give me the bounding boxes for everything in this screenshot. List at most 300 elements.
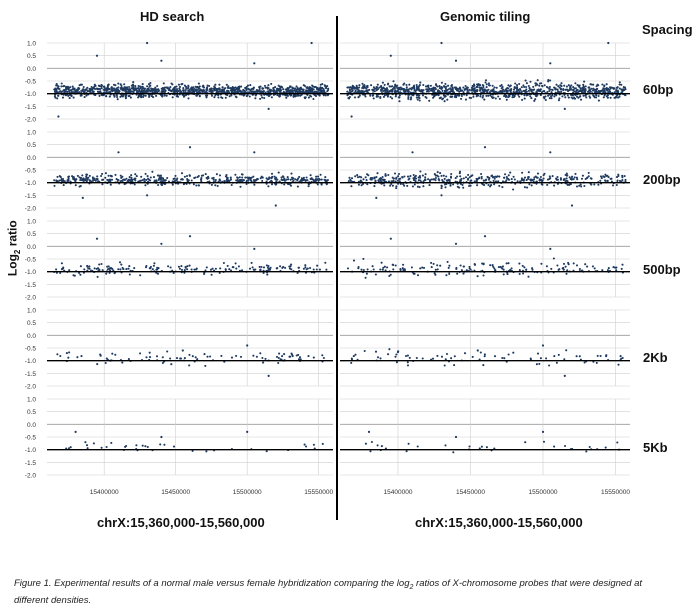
data-point [434,173,436,175]
data-point [460,98,462,100]
data-point [178,266,180,268]
data-point [426,91,428,93]
data-point [394,356,396,358]
data-point-outlier [275,204,277,206]
data-point [202,174,204,176]
data-point [567,94,569,96]
data-point [106,88,108,90]
data-point [267,185,269,187]
data-point [395,187,397,189]
data-point [226,94,228,96]
data-point [261,88,263,90]
data-point [185,267,187,269]
data-point [605,447,607,449]
data-point [579,96,581,98]
data-point [439,87,441,89]
data-point [416,357,418,359]
data-point [56,83,58,85]
data-point [506,262,508,264]
data-point [104,177,106,179]
data-point-outlier [549,62,551,64]
row-label-5kb: 5Kb [643,440,668,455]
data-point [488,179,490,181]
data-point [448,265,450,267]
data-point [478,86,480,88]
data-point [558,97,560,99]
data-point [564,89,566,91]
data-point-outlier [440,194,442,196]
data-point [417,99,419,101]
data-point [615,97,617,99]
data-point [219,174,221,176]
data-point [231,357,233,359]
data-point [247,179,249,181]
data-point [514,87,516,89]
data-point [388,275,390,277]
data-point [514,178,516,180]
data-point [244,90,246,92]
data-point [558,99,560,101]
data-point [262,362,264,364]
data-point [456,273,458,275]
data-point [460,264,462,266]
data-point [518,263,520,265]
data-point [65,87,67,89]
data-point [253,179,255,181]
data-point [86,444,88,446]
data-point [473,89,475,91]
data-point [180,83,182,85]
data-point [579,268,581,270]
data-point [549,88,551,90]
data-point [419,170,421,172]
data-point [158,89,160,91]
data-point [365,176,367,178]
data-point [251,88,253,90]
data-point [417,89,419,91]
data-point [365,277,367,279]
data-point [485,90,487,92]
data-point [193,90,195,92]
data-point [286,94,288,96]
data-point [396,361,398,363]
data-point [439,97,441,99]
data-point [160,175,162,177]
data-point [481,446,483,448]
data-point [237,179,239,181]
data-point [73,97,75,99]
data-point [81,84,83,86]
data-point [142,83,144,85]
y-tick-label: 1.0 [26,396,36,404]
data-point [456,89,458,91]
data-point [67,176,69,178]
data-point [469,176,471,178]
data-point [377,84,379,86]
data-point [199,90,201,92]
y-tick-label: -0.5 [24,78,36,86]
data-point [283,179,285,181]
data-point [463,266,465,268]
data-point [363,269,365,271]
data-point-outlier [368,431,370,433]
data-point [372,94,374,96]
data-point [514,82,516,84]
data-point [541,85,543,87]
data-point [220,355,222,357]
data-point [417,96,419,98]
data-point [397,175,399,177]
data-point [62,97,64,99]
data-point [106,446,108,448]
data-point [72,88,74,90]
data-point [226,180,228,182]
data-point [585,96,587,98]
data-point [616,176,618,178]
data-point [203,86,205,88]
data-point [156,85,158,87]
data-point [211,95,213,97]
data-point [366,179,368,181]
data-point [387,83,389,85]
y-tick-label: -1.0 [24,91,36,99]
data-point [478,177,480,179]
data-point [121,95,123,97]
data-point [96,363,98,365]
data-point [411,266,413,268]
data-point [473,83,475,85]
y-tick-label: -0.5 [24,345,36,353]
data-point [598,95,600,97]
data-point [149,179,151,181]
data-point [531,269,533,271]
data-point [410,98,412,100]
data-point [451,89,453,91]
data-point [377,96,379,98]
data-point [366,183,368,185]
data-point [195,86,197,88]
data-point [556,176,558,178]
data-point-outlier [484,235,486,237]
data-point [134,178,136,180]
data-point [360,269,362,271]
data-point [585,450,587,452]
data-point-outlier [477,349,479,351]
data-point [238,265,240,267]
data-point [428,100,430,102]
data-point [528,171,530,173]
data-point [577,89,579,91]
data-point [436,355,438,357]
data-point [240,356,242,358]
data-point [82,180,84,182]
data-point [607,88,609,90]
data-point [494,355,496,357]
data-point [130,97,132,99]
data-point [439,172,441,174]
data-point [565,273,567,275]
data-point [398,173,400,175]
data-point [193,177,195,179]
data-point [181,172,183,174]
data-point [267,87,269,89]
data-point [105,362,107,364]
data-point [398,178,400,180]
data-point [280,91,282,93]
data-point [214,94,216,96]
data-point [254,97,256,99]
data-point [261,180,263,182]
data-point [97,88,99,90]
data-point [377,88,379,90]
data-point [493,180,495,182]
data-point [492,264,494,266]
data-point [263,90,265,92]
data-point [573,262,575,264]
data-point [261,176,263,178]
data-point [553,257,555,259]
data-point [373,185,375,187]
data-point [123,88,125,90]
data-point [392,80,394,82]
data-point [526,82,528,84]
data-point [175,86,177,88]
data-point [492,88,494,90]
data-point [568,97,570,99]
data-point [408,443,410,445]
data-point [287,176,289,178]
data-point [488,82,490,84]
data-point [421,267,423,269]
data-point [408,84,410,86]
data-point [253,269,255,271]
data-point-outlier [160,436,162,438]
data-point [562,88,564,90]
data-point [358,84,360,86]
y-tick-label: -0.5 [24,167,36,175]
data-point [191,89,193,91]
data-point [317,176,319,178]
data-point [465,99,467,101]
data-point [80,265,82,267]
data-point [423,267,425,269]
data-point [288,356,290,358]
data-point [463,177,465,179]
data-point [588,95,590,97]
data-point [133,267,135,269]
data-point [476,89,478,91]
data-point [117,83,119,85]
data-point [67,180,69,182]
data-point [67,357,69,359]
data-point-outlier [564,108,566,110]
data-point-outlier [117,151,119,153]
data-point [145,173,147,175]
data-point [490,184,492,186]
data-point [466,94,468,96]
data-point [527,276,529,278]
data-point [530,97,532,99]
data-point [93,91,95,93]
data-point [589,83,591,85]
data-point [380,85,382,87]
data-point [519,269,521,271]
data-point [292,177,294,179]
data-point [178,84,180,86]
data-point [203,90,205,92]
data-point [157,184,159,186]
data-point [316,268,318,270]
data-point [606,175,608,177]
data-point [444,364,446,366]
data-point [597,355,599,357]
data-point-outlier [375,197,377,199]
data-point [303,84,305,86]
y-tick-label: -2.0 [24,294,36,302]
data-point [493,96,495,98]
data-point [455,177,457,179]
data-point [128,90,130,92]
data-point [405,355,407,357]
data-point [75,184,77,186]
data-point-outlier [542,431,544,433]
data-point [267,265,269,267]
data-point [460,178,462,180]
data-point [242,174,244,176]
data-point [433,95,435,97]
data-point [214,89,216,91]
data-point [560,85,562,87]
data-point [373,177,375,179]
data-point [143,178,145,180]
data-point [80,185,82,187]
data-point [61,82,63,84]
data-point [148,96,150,98]
data-point [413,88,415,90]
data-point [218,84,220,86]
data-point [163,82,165,84]
data-point [225,174,227,176]
data-point [567,184,569,186]
data-point [152,268,154,270]
data-point [425,97,427,99]
data-point-outlier [268,108,270,110]
data-point [379,357,381,359]
data-point [110,175,112,177]
panel-title-genomic-tiling: Genomic tiling [440,9,531,24]
data-point [100,84,102,86]
data-point [482,85,484,87]
data-point [108,179,110,181]
data-point [381,445,383,447]
data-point [432,178,434,180]
data-point [416,84,418,86]
data-point [588,86,590,88]
y-tick-label: -2.0 [24,383,36,391]
data-point [313,357,315,359]
data-point [348,180,350,182]
data-point [357,96,359,98]
data-point [59,355,61,357]
data-point [138,89,140,91]
data-point [419,99,421,101]
data-point [505,95,507,97]
data-point [575,91,577,93]
data-point [261,97,263,99]
data-point [289,268,291,270]
data-point [523,266,525,268]
data-point [348,177,350,179]
data-point [68,89,70,91]
data-point [273,91,275,93]
data-point [600,355,602,357]
data-point [192,355,194,357]
data-point [356,174,358,176]
data-point [524,177,526,179]
data-point [316,265,318,267]
data-point [74,275,76,277]
data-point [196,358,198,360]
data-point [315,95,317,97]
data-point [81,174,83,176]
data-point [266,177,268,179]
data-point [544,84,546,86]
data-point [168,88,170,90]
data-point [535,84,537,86]
data-point [513,89,515,91]
data-point [127,268,129,270]
data-point [170,363,172,365]
data-point [137,96,139,98]
data-point [84,89,86,91]
data-point [518,83,520,85]
row-label-2kb: 2Kb [643,350,668,365]
y-tick-label: 1.0 [26,129,36,137]
data-point [200,179,202,181]
data-point [449,96,451,98]
data-point [371,89,373,91]
data-point [590,178,592,180]
data-point [408,179,410,181]
data-point [499,98,501,100]
data-point [186,265,188,267]
data-point [101,183,103,185]
data-point [545,99,547,101]
data-point [446,180,448,182]
data-point [276,94,278,96]
data-point [366,86,368,88]
data-point [179,268,181,270]
data-point [476,86,478,88]
data-point [545,357,547,359]
data-point [503,177,505,179]
data-point [235,96,237,98]
data-point [358,266,360,268]
data-point [518,96,520,98]
x-tick-label: 15550000 [304,489,334,496]
data-point [450,176,452,178]
data-point [348,97,350,99]
data-point [212,88,214,90]
data-point [302,178,304,180]
data-point [291,90,293,92]
data-point [182,89,184,91]
data-point [441,185,443,187]
data-point [536,89,538,91]
data-point [221,90,223,92]
data-point [130,177,132,179]
data-point [70,95,72,97]
